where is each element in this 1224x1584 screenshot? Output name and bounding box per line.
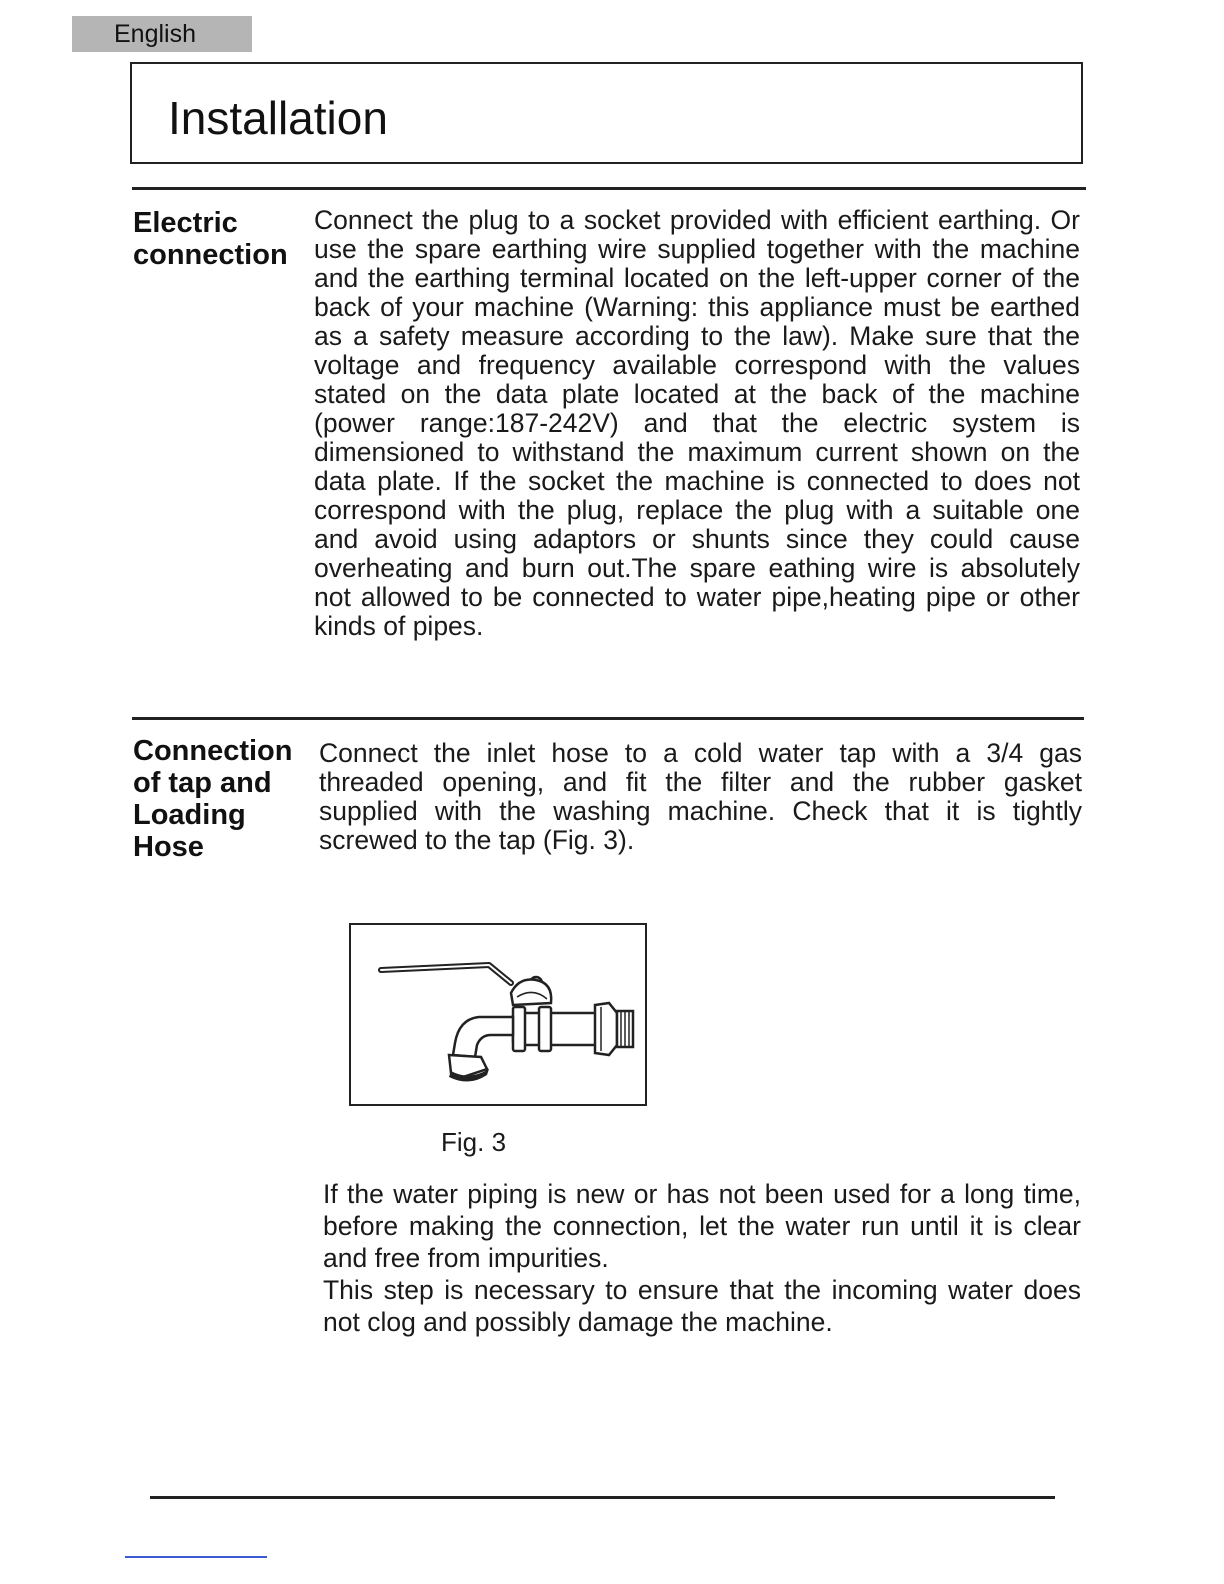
figure-caption: Fig. 3 bbox=[441, 1127, 507, 1157]
footer-divider bbox=[150, 1496, 1055, 1499]
section-heading-electric-connection bbox=[133, 207, 288, 271]
tap-connection-text: Connect the inlet hose to a cold water tap with a 3/4 gas threaded opening, and fit the filter and the rubber gasket supplied with the washing machine. Check that it is tightly screwed to the tap (Fig. 3). bbox=[319, 738, 1082, 855]
heading-line: connection bbox=[133, 239, 288, 271]
heading-line: of tap and bbox=[133, 767, 272, 799]
section-divider bbox=[132, 187, 1086, 190]
section-divider bbox=[132, 717, 1084, 720]
language-tab: English bbox=[72, 16, 252, 52]
footer-accent-line bbox=[125, 1556, 267, 1558]
water-piping-note bbox=[323, 1178, 1081, 1338]
heading-line: Electric bbox=[133, 207, 238, 239]
electric-connection-text: Connect the plug to a socket provided with efficient earthing. Or use the spare earthing wire supplied together with the machine and the earthing terminal located on the left-upper corner of the back of your machine (Warning: this appliance must be earthed as a safety measure according to the law). Make sure that the voltage and frequency available correspond with the values stated on the data plate located at the back of the machine (power range:187-242V) and that the electric system is dimensioned to withstand the maximum current shown on the data plate. If the socket the machine is connected to does not correspond with the plug, replace the plug with a suitable one and avoid using adaptors or shunts since they could cause overheating and burn out.The spare eathing wire is absolutely not allowed to be connected to water pipe,heating pipe or other kinds of pipes. bbox=[314, 205, 1080, 641]
heading-line: Hose bbox=[133, 831, 204, 863]
section-heading-tap-connection bbox=[133, 735, 293, 863]
figure-frame bbox=[349, 923, 647, 1106]
title-box bbox=[130, 62, 1083, 164]
note-paragraph: If the water piping is new or has not been used for a long time, before making the connection, let the water run until it is clear and free from impurities. bbox=[323, 1179, 1081, 1273]
note-paragraph: This step is necessary to ensure that the incoming water does not clog and possibly damage the machine. bbox=[323, 1275, 1081, 1337]
heading-line: Connection bbox=[133, 735, 293, 767]
page-title: Installation bbox=[168, 92, 388, 144]
heading-line: Loading bbox=[133, 799, 246, 831]
water-tap-icon bbox=[351, 925, 645, 1104]
